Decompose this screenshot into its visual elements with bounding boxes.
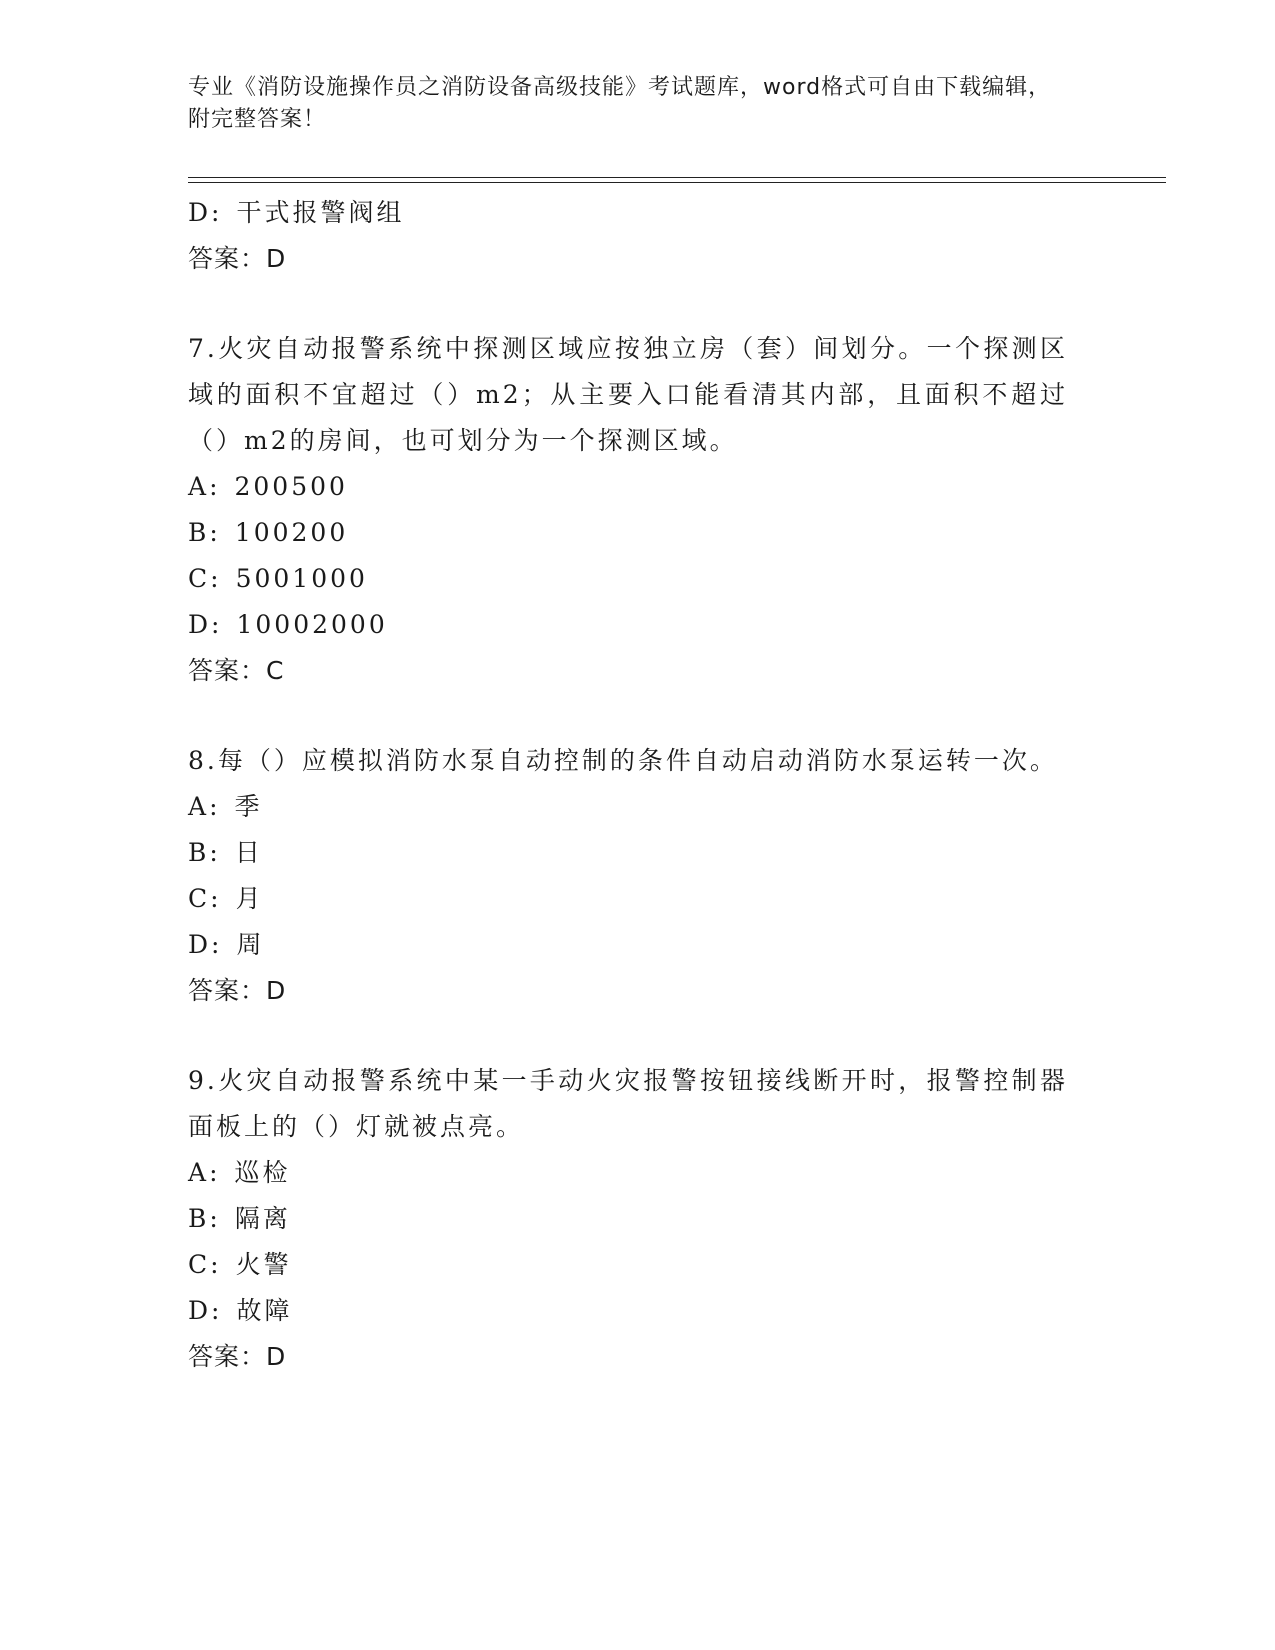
- question-list: [188, 190, 1068, 1380]
- answer-line: 答案：D: [188, 976, 287, 1005]
- option-a: A: 200500: [188, 464, 1068, 510]
- option-d: D: 干式报警阀组: [188, 190, 1068, 236]
- option-a: A: 巡检: [188, 1150, 1068, 1196]
- option-text: 干式报警阀组: [236, 198, 405, 227]
- option-text: 季: [234, 792, 263, 821]
- option-b: B: 隔离: [188, 1196, 1068, 1242]
- option-text: 日: [234, 838, 263, 867]
- option-text: 200500: [234, 472, 348, 501]
- option-key: A: [188, 472, 210, 501]
- header-divider: [188, 177, 1166, 183]
- option-c: C: 5001000: [188, 556, 1068, 602]
- option-key: A: [188, 1158, 210, 1187]
- option-text: 巡检: [234, 1158, 291, 1187]
- answer-line: 答案：C: [188, 656, 285, 685]
- option-text: 火警: [235, 1250, 292, 1279]
- question-stem: 9.火灾自动报警系统中某一手动火灾报警按钮接线断开时，报警控制器面板上的（）灯就被点亮。: [188, 1066, 1068, 1141]
- previous-question-fragment: [188, 190, 1068, 282]
- option-key: C: [188, 884, 211, 913]
- option-key: C: [188, 564, 211, 593]
- option-b: B: 日: [188, 830, 1068, 876]
- option-a: A: 季: [188, 784, 1068, 830]
- question-stem: 8.每（）应模拟消防水泵自动控制的条件自动启动消防水泵运转一次。: [188, 746, 1058, 775]
- option-key: B: [188, 838, 210, 867]
- option-c: C: 火警: [188, 1242, 1068, 1288]
- option-text: 周: [236, 930, 265, 959]
- option-text: 月: [235, 884, 264, 913]
- question-7: [188, 326, 1068, 694]
- option-text: 5001000: [235, 564, 368, 593]
- option-text: 隔离: [234, 1204, 291, 1233]
- option-c: C: 月: [188, 876, 1068, 922]
- document-header: 专业《消防设施操作员之消防设备高级技能》考试题库，word格式可自由下载编辑，附完整答案！: [188, 75, 1052, 132]
- option-d: D: 故障: [188, 1288, 1068, 1334]
- option-key: B: [188, 518, 210, 547]
- option-text: 10002000: [236, 610, 388, 639]
- answer-line: 答案：D: [188, 244, 287, 273]
- option-key: C: [188, 1250, 211, 1279]
- option-text: 100200: [234, 518, 349, 547]
- question-9: [188, 1058, 1068, 1380]
- option-key: D: [188, 198, 212, 227]
- option-d: D: 周: [188, 922, 1068, 968]
- option-b: B: 100200: [188, 510, 1068, 556]
- option-key: A: [188, 792, 210, 821]
- option-d: D: 10002000: [188, 602, 1068, 648]
- option-text: 故障: [236, 1296, 293, 1325]
- answer-line: 答案：D: [188, 1342, 287, 1371]
- question-stem: 7.火灾自动报警系统中探测区域应按独立房（套）间划分。一个探测区域的面积不宜超过（）m2；从主要入口能看清其内部，且面积不超过（）m2的房间，也可划分为一个探测区域。: [188, 334, 1068, 455]
- question-8: [188, 738, 1068, 1014]
- option-key: B: [188, 1204, 210, 1233]
- option-key: D: [188, 1296, 212, 1325]
- option-key: D: [188, 930, 212, 959]
- option-key: D: [188, 610, 212, 639]
